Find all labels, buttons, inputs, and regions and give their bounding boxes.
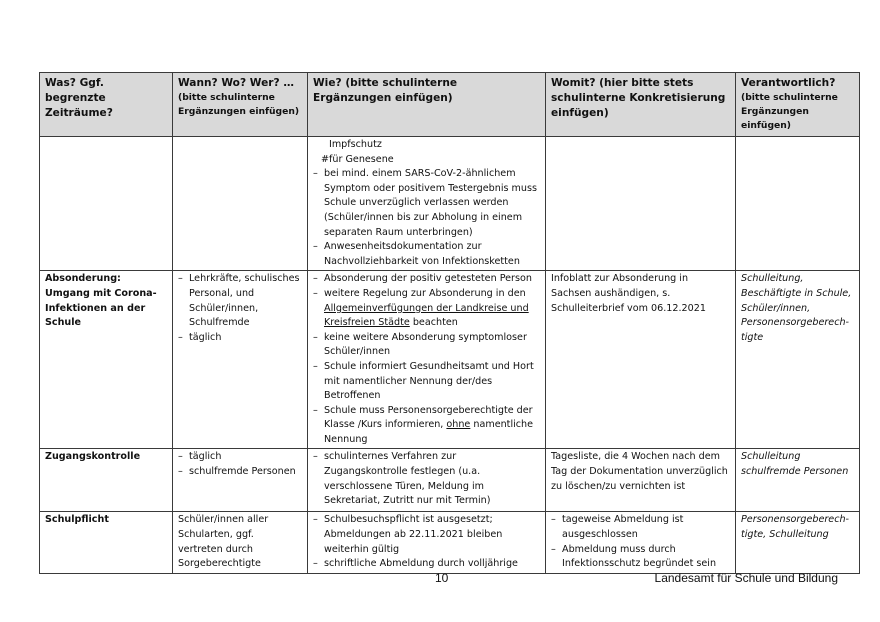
list-item: – schulfremde Personen bbox=[178, 465, 301, 480]
cell-responsible: Schulleitung schulfremde Personen bbox=[736, 449, 860, 512]
cell-how bbox=[308, 137, 546, 271]
header-when-label: Wann? Wo? Wer? … bbox=[178, 77, 294, 89]
emphasis-underline: ohne bbox=[446, 419, 471, 431]
list-item: – Absonderung der positiv getesteten Person bbox=[313, 272, 539, 287]
header-how-label: Wie? (bitte schulinterne Ergänzungen einfügen) bbox=[313, 77, 458, 104]
cell-topic: Absonderung: Umgang mit Corona-Infektionen an der Schule bbox=[40, 271, 173, 449]
measures-table bbox=[39, 72, 860, 574]
bullet-list bbox=[313, 450, 539, 508]
bullet-list bbox=[313, 513, 539, 571]
list-item: – tageweise Abmeldung ist ausgeschlossen bbox=[551, 513, 729, 542]
cell-when bbox=[173, 271, 308, 449]
list-item: – täglich bbox=[178, 331, 301, 346]
header-responsible-note: (bitte schulinterne Ergänzungen einfügen) bbox=[741, 92, 838, 131]
header-responsible-label: Verantwortlich? bbox=[741, 77, 836, 89]
list-item: – schulinternes Verfahren zur Zugangskontrolle festlegen (u.a. verschlossene Türen, Meldung im Sekretariat, Zutritt nur mit Termin) bbox=[313, 450, 539, 508]
header-with-label: Womit? (hier bitte stets schulinterne Konkretisierung einfügen) bbox=[551, 77, 726, 119]
cell-topic: Zugangskontrolle bbox=[40, 449, 173, 512]
footer-organization: Landesamt für Schule und Bildung bbox=[654, 571, 838, 585]
bullet-list bbox=[551, 513, 729, 571]
list-item: – bei mind. einem SARS-CoV-2-ähnlichem Symptom oder positivem Testergebnis muss Schule unverzüglich verlassen werden (Schüler/innen bis zur Abholung in einem separaten Raum unterbringen) bbox=[313, 167, 539, 240]
list-item: – Lehrkräfte, schulisches Personal, und Schüler/innen, Schulfremde bbox=[178, 272, 301, 330]
bullet-list bbox=[178, 450, 301, 479]
text-line: Impfschutz bbox=[329, 139, 382, 150]
header-with bbox=[546, 73, 736, 137]
bullet-list bbox=[313, 272, 539, 447]
cell-with: Tagesliste, die 4 Wochen nach dem Tag der Dokumentation unverzüglich zu löschen/zu vernichten ist bbox=[546, 449, 736, 512]
header-when bbox=[173, 73, 308, 137]
cell-how bbox=[308, 271, 546, 449]
text-line: #für Genesene bbox=[321, 153, 394, 165]
list-item-text: namentliche Nennung bbox=[324, 419, 534, 445]
list-item-text: Schule muss Personensorgeberechtigte der Klasse /Kurs informieren, bbox=[324, 404, 533, 431]
cell-responsible: Personensorgeberech-tigte, Schulleitung bbox=[736, 512, 860, 573]
list-item: – Anwesenheitsdokumentation zur Nachvollziehbarkeit von Infektionsketten bbox=[313, 240, 539, 269]
cell-with bbox=[546, 137, 736, 271]
allgemeinverfuegungen-link[interactable]: Allgemeinverfügungen der Landkreise und Kreisfreien Städte bbox=[324, 302, 529, 329]
list-item: – täglich bbox=[178, 450, 301, 465]
list-item-text: weitere Regelung zur Absonderung in den bbox=[324, 287, 526, 299]
cell-how bbox=[308, 512, 546, 573]
cell-when: Schüler/innen aller Schularten, ggf. vertreten durch Sorgeberechtigte bbox=[173, 512, 308, 573]
header-responsible bbox=[736, 73, 860, 137]
list-item: – Abmeldung muss durch Infektionsschutz begründet sein bbox=[551, 543, 729, 572]
table-row bbox=[40, 449, 860, 512]
header-when-note: (bitte schulinterne Ergänzungen einfügen) bbox=[178, 92, 300, 117]
cell-when bbox=[173, 449, 308, 512]
list-item: – schriftliche Abmeldung durch volljährige bbox=[313, 557, 539, 572]
cell-how bbox=[308, 449, 546, 512]
header-what-label: Was? Ggf. begrenzte Zeiträume? bbox=[45, 77, 113, 119]
list-item bbox=[313, 287, 539, 331]
cell-responsible: Schulleitung, Beschäftigte in Schule, Schüler/innen, Personensorgeberech-tigte bbox=[736, 271, 860, 449]
page-number: 10 bbox=[435, 571, 449, 585]
cell-topic: Schulpflicht bbox=[40, 512, 173, 573]
list-item: – keine weitere Absonderung symptomloser Schüler/innen bbox=[313, 331, 539, 360]
cell-with: Infoblatt zur Absonderung in Sachsen aushändigen, s. Schulleiterbrief vom 06.12.2021 bbox=[546, 271, 736, 449]
header-how bbox=[308, 73, 546, 137]
list-item: – Schule informiert Gesundheitsamt und Hort mit namentlicher Nennung der/des Betroffenen bbox=[313, 360, 539, 404]
list-item: – Schulbesuchspflicht ist ausgesetzt; Abmeldungen ab 22.11.2021 bleiben weiterhin gültig bbox=[313, 513, 539, 557]
table-row bbox=[40, 137, 860, 271]
cell-when bbox=[173, 137, 308, 271]
cell-responsible bbox=[736, 137, 860, 271]
cell-topic bbox=[40, 137, 173, 271]
table-row bbox=[40, 512, 860, 573]
bullet-list bbox=[313, 167, 539, 269]
list-item-text: beachten bbox=[409, 317, 458, 329]
header-row bbox=[40, 73, 860, 137]
list-item bbox=[313, 404, 539, 448]
cell-with bbox=[546, 512, 736, 573]
table-row bbox=[40, 271, 860, 449]
bullet-list bbox=[178, 272, 301, 345]
header-what bbox=[40, 73, 173, 137]
